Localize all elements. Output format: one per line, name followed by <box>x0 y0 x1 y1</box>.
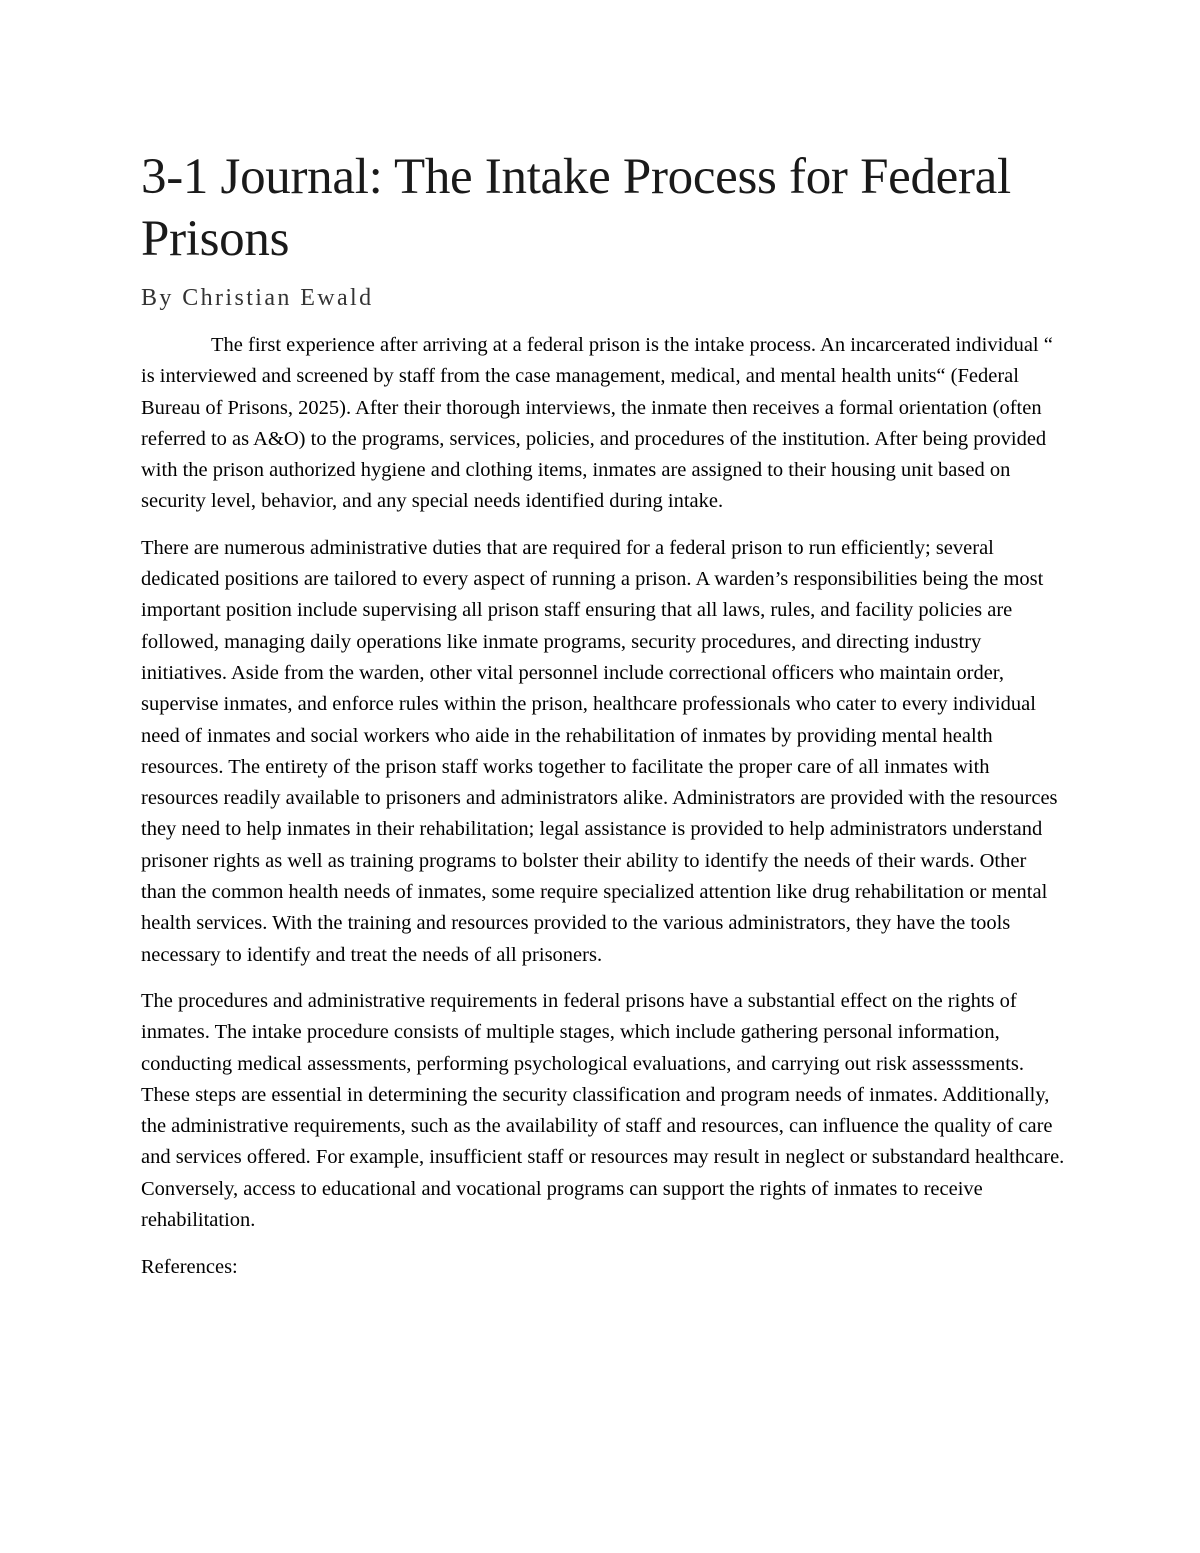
author-byline: By Christian Ewald <box>141 285 374 311</box>
document-title: 3-1 Journal: The Intake Process for Federal Prisons <box>141 149 1011 267</box>
references-heading: References: <box>141 1256 238 1279</box>
body-paragraph-inmate-rights: The procedures and administrative requirements in federal prisons have a substantial effect on the rights of inmates. The intake procedure consists of multiple stages, which include gathering personal information, conducting medical assessments, performing psychological evaluations, and carrying out risk assesssments. These steps are essential in determining the security classification and program needs of inmates. Additionally, the administrative requirements, such as the availability of staff and resources, can influence the quality of care and services offered. For example, insufficient staff or resources may result in neglect or substandard healthcare. Conversely, access to educational and vocational programs can support the rights of inmates to receive rehabilitation. <box>141 989 1065 1232</box>
body-paragraph-administration: There are numerous administrative duties that are required for a federal prison to run efficiently; several dedicated positions are tailored to every aspect of running a prison. A warden’s responsibilities being the most important position include supervising all prison staff ensuring that all laws, rules, and facility policies are followed, managing daily operations like inmate programs, security procedures, and directing industry initiatives. Aside from the warden, other vital personnel include correctional officers who maintain order, supervise inmates, and enforce rules within the prison, healthcare professionals who cater to every individual need of inmates and social workers who aide in the rehabilitation of inmates by providing mental health resources. The entirety of the prison staff works together to facilitate the proper care of all inmates with resources readily available to prisoners and administrators alike. Administrators are provided with the resources they need to help inmates in their rehabilitation; legal assistance is provided to help administrators understand prisoner rights as well as training programs to bolster their ability to identify the needs of their wards. Other than the common health needs of inmates, some require specialized attention like drug rehabilitation or mental health services. With the training and resources provided to the various administrators, they have the tools necessary to identify and treat the needs of all prisoners. <box>141 536 1058 966</box>
body-paragraph-intake: The first experience after arriving at a federal prison is the intake process. An incarcerated individual “ is interviewed and screened by staff from the case management, medical, and mental health units“ (Federal Bureau of Prisons, 2025). After their thorough interviews, the inmate then receives a formal orientation (often referred to as A&O) to the programs, services, policies, and procedures of the institution. After being provided with the prison authorized hygiene and clothing items, inmates are assigned to their housing unit based on security level, behavior, and any special needs identified during intake. <box>141 334 1053 513</box>
document-page <box>141 146 1066 1304</box>
